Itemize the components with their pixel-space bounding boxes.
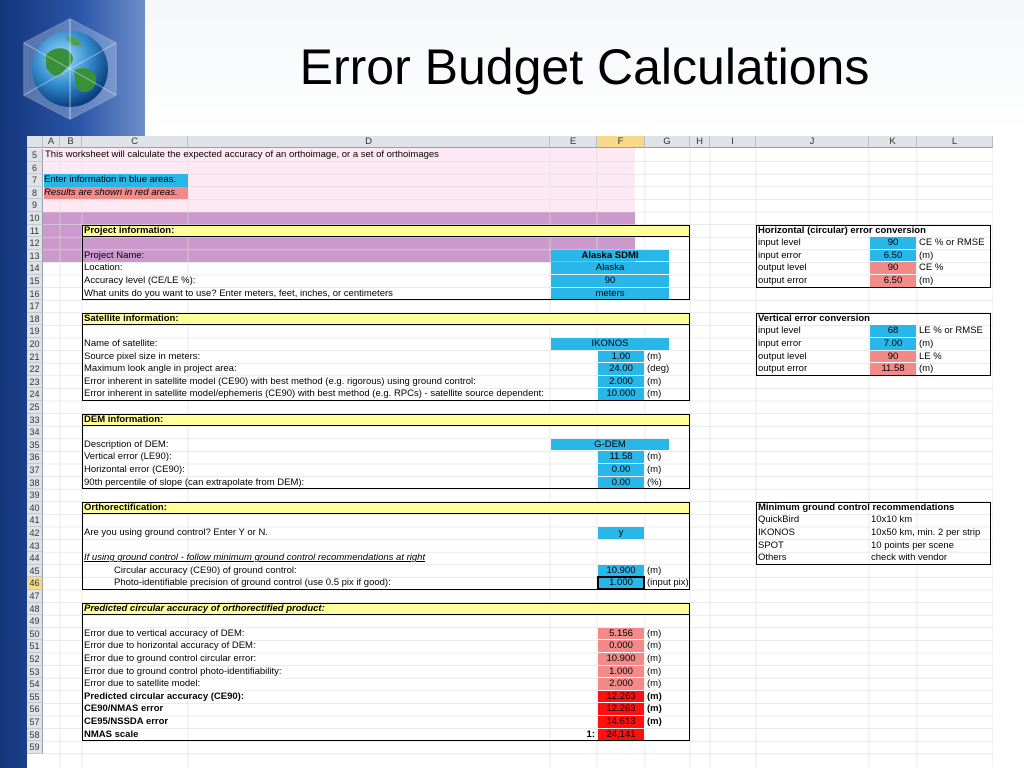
- input-cell[interactable]: IKONOS: [551, 338, 669, 350]
- row-label: Description of DEM:: [84, 438, 169, 450]
- side-row-label: input level: [758, 237, 801, 249]
- output-cell: 0.000: [598, 640, 644, 652]
- ground-control-note: If using ground control - follow minimum ground control recommendations at right: [84, 552, 426, 564]
- row-number[interactable]: 39: [27, 489, 43, 502]
- row-label: Circular accuracy (CE90) of ground control:: [114, 564, 297, 576]
- input-cell[interactable]: 1.000: [598, 577, 644, 589]
- row-number[interactable]: 34: [27, 426, 43, 439]
- side-output-cell: 90: [870, 262, 916, 274]
- row-number[interactable]: 15: [27, 275, 43, 288]
- row-label: 90th percentile of slope (can extrapolate from DEM):: [84, 476, 305, 488]
- row-number[interactable]: 5: [27, 149, 43, 162]
- input-cell[interactable]: Alaska: [551, 262, 669, 274]
- unit-label: (m): [647, 690, 662, 702]
- unit-label: (input pix): [647, 577, 689, 589]
- unit-label: (m): [647, 678, 662, 690]
- section-title: Project information:: [84, 224, 175, 236]
- row-label: Vertical error (LE90):: [84, 451, 172, 463]
- side-unit-label: CE % or RMSE: [919, 237, 985, 249]
- row-number[interactable]: 7: [27, 174, 43, 187]
- row-number[interactable]: 46: [27, 577, 43, 590]
- row-number[interactable]: 35: [27, 439, 43, 452]
- unit-label: (m): [647, 653, 662, 664]
- side-row-label: input error: [758, 338, 802, 349]
- input-cell[interactable]: G-DEM: [551, 439, 669, 451]
- column-header-e[interactable]: E: [550, 136, 597, 148]
- unit-label: (m): [647, 627, 662, 639]
- row-number[interactable]: 58: [27, 729, 43, 742]
- unit-label: (m): [647, 388, 662, 400]
- side-unit-label: (m): [919, 338, 934, 349]
- recommendation-value: 10 points per scene: [871, 539, 954, 551]
- row-number[interactable]: 10: [27, 212, 43, 225]
- recommendation-value: 10x50 km, min. 2 per strip: [871, 527, 981, 538]
- side-table-title: Horizontal (circular) error conversion: [758, 224, 926, 236]
- recommendation-satellite: SPOT: [758, 539, 784, 551]
- input-cell[interactable]: 90: [551, 275, 669, 287]
- side-input-cell[interactable]: 6.50: [870, 250, 916, 262]
- side-input-cell[interactable]: 90: [870, 237, 916, 249]
- row-label: Error due to satellite model:: [84, 678, 201, 690]
- unit-label: (m): [647, 716, 662, 727]
- section-title: Predicted circular accuracy of orthorectified product:: [84, 602, 325, 614]
- input-cell[interactable]: 10.000: [598, 388, 644, 400]
- red-output-legend: Results are shown in red areas.: [44, 187, 188, 200]
- row-number[interactable]: 45: [27, 565, 43, 578]
- row-number[interactable]: 19: [27, 325, 43, 338]
- column-header-g[interactable]: G: [645, 136, 690, 148]
- row-number[interactable]: 23: [27, 376, 43, 389]
- row-label: Error due to ground control circular error:: [84, 653, 257, 664]
- column-header-f[interactable]: F: [597, 136, 645, 148]
- row-number[interactable]: 59: [27, 741, 43, 754]
- recommendation-satellite: IKONOS: [758, 527, 795, 538]
- row-number[interactable]: 55: [27, 691, 43, 704]
- spreadsheet-screenshot: [27, 136, 993, 768]
- globe-logo-icon: [16, 15, 124, 123]
- column-header-a[interactable]: A: [43, 136, 60, 148]
- unit-label: (deg): [647, 363, 670, 375]
- select-all-corner[interactable]: [27, 136, 43, 148]
- side-row-label: input error: [758, 249, 802, 261]
- side-row-label: output level: [758, 350, 807, 362]
- row-label: Maximum look angle in project area:: [84, 363, 237, 375]
- row-number[interactable]: 8: [27, 187, 43, 200]
- row-label: Error due to horizontal accuracy of DEM:: [84, 640, 256, 652]
- side-input-cell[interactable]: 7.00: [870, 338, 916, 350]
- row-number[interactable]: 56: [27, 703, 43, 716]
- row-number[interactable]: 44: [27, 552, 43, 565]
- side-unit-label: (m): [919, 363, 934, 375]
- output-cell: 10.900: [598, 653, 644, 665]
- section-title: DEM information:: [84, 413, 164, 425]
- side-unit-label: LE %: [919, 350, 942, 362]
- row-number[interactable]: 47: [27, 590, 43, 603]
- unit-label: (m): [647, 464, 662, 475]
- unit-label: (m): [647, 703, 662, 715]
- scale-prefix: 1:: [586, 728, 595, 740]
- input-cell[interactable]: 10.900: [598, 565, 644, 577]
- row-label: NMAS scale: [84, 728, 139, 740]
- row-number[interactable]: 50: [27, 628, 43, 641]
- row-number[interactable]: 41: [27, 514, 43, 527]
- row-label: Error inherent in satellite model/ephemeris (CE90) with best method (e.g. RPCs) - satellite source dependent:: [84, 388, 544, 400]
- row-label: CE90/NMAS error: [84, 703, 164, 715]
- blue-input-legend: Enter information in blue areas.: [44, 174, 188, 187]
- unit-label: (m): [647, 375, 662, 387]
- output-cell: 12.263: [598, 691, 644, 703]
- row-label: Name of satellite:: [84, 338, 158, 349]
- recommendation-satellite: QuickBird: [758, 514, 800, 526]
- row-number[interactable]: 33: [27, 414, 43, 427]
- row-number[interactable]: 48: [27, 603, 43, 616]
- row-number[interactable]: 38: [27, 477, 43, 490]
- row-number[interactable]: 18: [27, 313, 43, 326]
- input-cell[interactable]: 1.00: [598, 351, 644, 363]
- input-cell[interactable]: 0.00: [598, 464, 644, 476]
- row-number[interactable]: 22: [27, 363, 43, 376]
- unit-label: (m): [647, 451, 662, 463]
- row-label: Predicted circular accuracy (CE90):: [84, 690, 244, 702]
- row-number[interactable]: 21: [27, 351, 43, 364]
- column-header-h[interactable]: H: [690, 136, 710, 148]
- side-unit-label: CE %: [919, 262, 944, 274]
- column-header-b[interactable]: B: [60, 136, 82, 148]
- side-unit-label: LE % or RMSE: [919, 325, 983, 337]
- input-cell[interactable]: 24.00: [598, 363, 644, 375]
- input-cell[interactable]: y: [598, 527, 644, 539]
- input-cell[interactable]: 2.000: [598, 376, 644, 388]
- row-label: Error inherent in satellite model (CE90) with best method (e.g. rigorous) using ground control:: [84, 375, 476, 387]
- row-label: Are you using ground control? Enter Y or N.: [84, 527, 268, 538]
- row-label: Accuracy level (CE/LE %):: [84, 275, 196, 286]
- side-table-title: Minimum ground control recommendations: [758, 501, 955, 513]
- column-header-d[interactable]: D: [188, 136, 550, 148]
- side-row-label: output error: [758, 275, 808, 286]
- row-number[interactable]: 13: [27, 250, 43, 263]
- side-row-label: output level: [758, 262, 807, 274]
- column-header-j[interactable]: J: [756, 136, 869, 148]
- row-number[interactable]: 20: [27, 338, 43, 351]
- row-number[interactable]: 43: [27, 540, 43, 553]
- recommendation-value: check with vendor: [871, 552, 948, 564]
- row-label: What units do you want to use? Enter meters, feet, inches, or centimeters: [84, 287, 393, 299]
- side-input-cell[interactable]: 68: [870, 325, 916, 337]
- row-number[interactable]: 40: [27, 502, 43, 515]
- row-number[interactable]: 37: [27, 464, 43, 477]
- side-row-label: input level: [758, 325, 801, 337]
- output-cell: 12.263: [598, 703, 644, 715]
- row-number[interactable]: 6: [27, 162, 43, 175]
- output-cell: 1.000: [598, 666, 644, 678]
- unit-label: (m): [647, 350, 662, 362]
- row-number[interactable]: 9: [27, 199, 43, 212]
- row-label: Error due to vertical accuracy of DEM:: [84, 627, 245, 639]
- intro-text: This worksheet will calculate the expected accuracy of an orthoimage, or a set of orthoimages: [45, 149, 439, 160]
- column-header-k[interactable]: K: [869, 136, 917, 148]
- column-header-i[interactable]: I: [710, 136, 756, 148]
- side-output-cell: 90: [870, 351, 916, 363]
- row-number[interactable]: 42: [27, 527, 43, 540]
- unit-label: (m): [647, 640, 662, 652]
- row-number[interactable]: 54: [27, 678, 43, 691]
- row-number[interactable]: 25: [27, 401, 43, 414]
- recommendation-value: 10x10 km: [871, 514, 913, 526]
- side-unit-label: (m): [919, 249, 934, 261]
- row-label: Photo-identifiable precision of ground control (use 0.5 pix if good):: [114, 577, 391, 589]
- unit-label: (%): [647, 476, 662, 488]
- row-label: Horizontal error (CE90):: [84, 464, 185, 475]
- side-unit-label: (m): [919, 275, 934, 286]
- row-number[interactable]: 57: [27, 716, 43, 729]
- unit-label: (m): [647, 564, 662, 576]
- unit-label: (m): [647, 665, 662, 677]
- section-title: Orthorectification:: [84, 501, 167, 513]
- row-number[interactable]: 49: [27, 615, 43, 628]
- row-number[interactable]: 14: [27, 262, 43, 275]
- column-header-l[interactable]: L: [917, 136, 993, 148]
- row-label: Project Name:: [84, 249, 145, 261]
- row-number[interactable]: 12: [27, 237, 43, 250]
- output-cell: 24,141: [598, 729, 644, 741]
- row-number[interactable]: 51: [27, 640, 43, 653]
- side-table-title: Vertical error conversion: [758, 312, 870, 324]
- row-number[interactable]: 11: [27, 225, 43, 238]
- column-header-c[interactable]: C: [82, 136, 188, 148]
- row-number[interactable]: 53: [27, 666, 43, 679]
- row-number[interactable]: 17: [27, 300, 43, 313]
- slide-title: Error Budget Calculations: [299, 39, 870, 95]
- input-cell[interactable]: 11.58: [598, 451, 644, 463]
- input-cell[interactable]: 0.00: [598, 477, 644, 489]
- recommendation-satellite: Others: [758, 552, 787, 564]
- row-label: Source pixel size in meters:: [84, 350, 201, 362]
- side-output-cell: 6.50: [870, 275, 916, 287]
- row-number[interactable]: 24: [27, 388, 43, 401]
- output-cell: 5.156: [598, 628, 644, 640]
- section-title: Satellite information:: [84, 312, 179, 324]
- row-number[interactable]: 52: [27, 653, 43, 666]
- input-cell[interactable]: meters: [551, 288, 669, 300]
- output-cell: 2.000: [598, 678, 644, 690]
- input-cell[interactable]: Alaska SDMI: [551, 250, 669, 262]
- side-output-cell: 11.58: [870, 363, 916, 375]
- output-cell: 14.613: [598, 716, 644, 728]
- row-label: Location:: [84, 262, 123, 274]
- row-label: Error due to ground control photo-identifiability:: [84, 665, 282, 677]
- row-label: CE95/NSSDA error: [84, 716, 169, 727]
- side-row-label: output error: [758, 363, 808, 375]
- row-number[interactable]: 16: [27, 288, 43, 301]
- row-number[interactable]: 36: [27, 451, 43, 464]
